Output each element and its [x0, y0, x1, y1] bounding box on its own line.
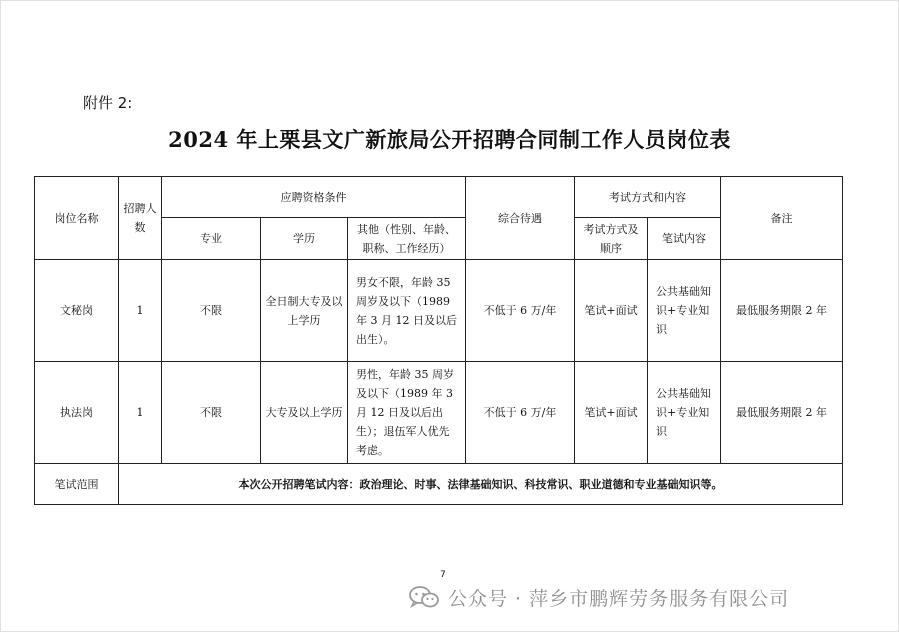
footer-label: 笔试范围 — [35, 464, 119, 505]
wechat-icon — [408, 585, 440, 609]
header-position-name: 岗位名称 — [35, 177, 119, 260]
table-footer-row — [35, 464, 843, 505]
document-title: 2024 年上栗县文广新旅局公开招聘合同制工作人员岗位表 — [168, 127, 731, 152]
cell-major: 不限 — [162, 362, 261, 464]
cell-compensation: 不低于 6 万/年 — [466, 260, 575, 362]
header-written-content: 笔试内容 — [648, 218, 721, 260]
table-header-row — [35, 177, 843, 218]
header-exam-method: 考试方式及顺序 — [575, 218, 648, 260]
cell-exam-method: 笔试+面试 — [575, 260, 648, 362]
watermark — [408, 582, 789, 612]
cell-written-content: 公共基础知识+专业知识 — [648, 362, 721, 464]
positions-table — [34, 176, 843, 505]
watermark-text: 公众号 · 萍乡市鹏辉劳务服务有限公司 — [448, 587, 790, 610]
header-compensation: 综合待遇 — [466, 177, 575, 260]
cell-position: 执法岗 — [35, 362, 119, 464]
footer-content: 本次公开招聘笔试内容：政治理论、时事、法律基础知识、科技常识、职业道德和专业基础知识等。 — [119, 464, 843, 505]
header-education: 学历 — [261, 218, 348, 260]
header-qualifications: 应聘资格条件 — [162, 177, 466, 218]
cell-exam-method: 笔试+面试 — [575, 362, 648, 464]
cell-remarks: 最低服务期限 2 年 — [721, 362, 843, 464]
cell-other: 男性，年龄 35 周岁及以下（1989 年 3 月 12 日及以后出生）；退伍军人优先考虑。 — [348, 362, 466, 464]
cell-major: 不限 — [162, 260, 261, 362]
cell-education: 大专及以上学历 — [261, 362, 348, 464]
cell-education: 全日制大专及以上学历 — [261, 260, 348, 362]
cell-compensation: 不低于 6 万/年 — [466, 362, 575, 464]
header-remarks: 备注 — [721, 177, 843, 260]
cell-position: 文秘岗 — [35, 260, 119, 362]
header-exam: 考试方式和内容 — [575, 177, 721, 218]
header-other: 其他（性别、年龄、职称、工作经历） — [348, 218, 466, 260]
page-number: 7 — [440, 570, 446, 580]
table-row — [35, 362, 843, 464]
cell-count: 1 — [119, 260, 162, 362]
cell-written-content: 公共基础知识+专业知识 — [648, 260, 721, 362]
cell-remarks: 最低服务期限 2 年 — [721, 260, 843, 362]
cell-count: 1 — [119, 362, 162, 464]
cell-other: 男女不限，年龄 35 周岁及以下（1989 年 3 月 12 日及以后出生）。 — [348, 260, 466, 362]
table-row — [35, 260, 843, 362]
attachment-label: 附件 2: — [83, 94, 133, 112]
header-major: 专业 — [162, 218, 261, 260]
header-recruit-count: 招聘人数 — [119, 177, 162, 260]
